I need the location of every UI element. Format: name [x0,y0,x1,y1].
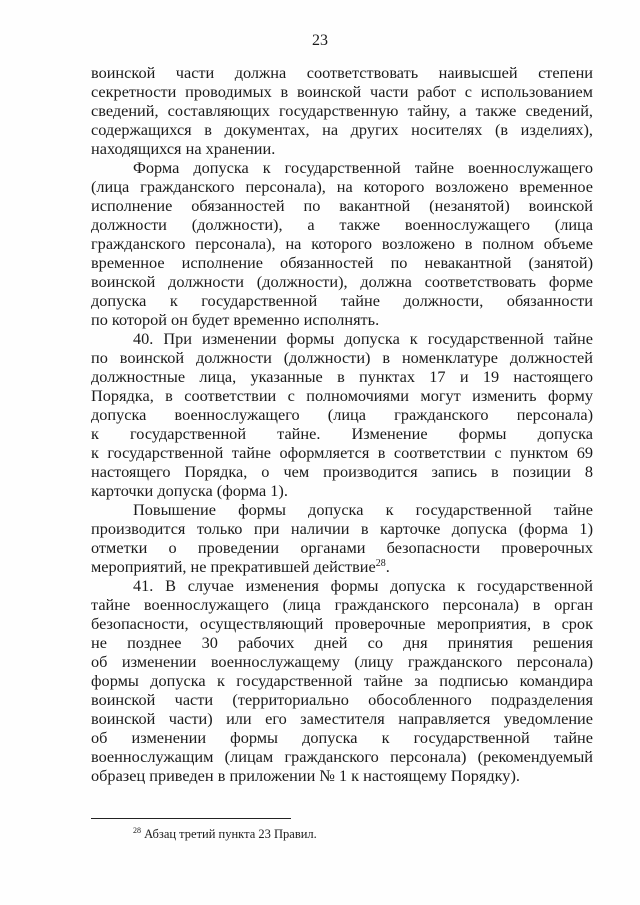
text-line: (лица гражданского персонала), на которого возложено временное [91,177,593,196]
body-text [91,63,593,785]
text-line: сведений, составляющих государственную тайну, а также сведений, [91,101,593,120]
text-line: временное исполнение обязанностей по невакантной (занятой) [91,253,593,272]
text-line: об изменении формы допуска к государственной тайне [91,728,593,747]
text-line: тайне военнослужащего (лица гражданского персонала) в орган [91,595,593,614]
text-line: должности (должности), а также военнослужащего (лица [91,215,593,234]
footnote-number: 28 [133,826,141,835]
text-line: производится только при наличии в карточке допуска (форма 1) [91,519,593,538]
text-line: Форма допуска к государственной тайне военнослужащего [133,158,593,177]
text-line: воинской части должна соответствовать наивысшей степени [91,63,593,82]
text-line: к государственной тайне оформляется в соответствии с пунктом 69 [91,443,593,462]
footnote [133,826,317,842]
text-line: находящихся на хранении. [91,139,276,158]
page-number: 23 [312,32,328,49]
text-line-with-footnote [91,557,593,576]
text-line: к государственной тайне. Изменение формы допуска [91,424,593,443]
text-line: исполнение обязанностей по вакантной (незанятой) воинской [91,196,593,215]
text-line: военнослужащим (лицам гражданского персонала) (рекомендуемый [91,747,593,766]
footnote-reference[interactable]: 28 [375,558,386,569]
text-line: гражданского персонала), на которого возложено в полном объеме [91,234,593,253]
text-line: воинской части (территориально обособленного подразделения [91,690,593,709]
text-line: допуска военнослужащего (лица гражданского персонала) [91,405,593,424]
text-line: Порядка, в соответствии с полномочиями могут изменить форму [91,386,593,405]
text-line: содержащихся в документах, на других носителях (в изделиях), [91,120,593,139]
text-line: воинской части) или его заместителя направляется уведомление [91,709,593,728]
text-line: 40. При изменении формы допуска к государственной тайне [133,329,593,348]
text-line: формы допуска к государственной тайне за подписью командира [91,671,593,690]
text-line: отметки о проведении органами безопасности проверочных [91,538,593,557]
text-line: воинской должности (должности), должна соответствовать форме [91,272,593,291]
text-line: по которой он будет временно исполнять. [91,310,380,329]
text-line: безопасности, осуществляющий проверочные мероприятия, в срок [91,614,593,633]
text-line: образец приведен в приложении № 1 к настоящему Порядку). [91,766,520,785]
text-line: карточки допуска (форма 1). [91,481,288,500]
text-line: об изменении военнослужащему (лицу гражданского персонала) [91,652,593,671]
text-line: секретности проводимых в воинской части работ с использованием [91,82,593,101]
sentence-period: . [385,557,390,576]
text-line: допуска к государственной тайне должности, обязанности [91,291,593,310]
text-line: настоящего Порядка, о чем производится запись в позиции 8 [91,462,593,481]
text-line: не позднее 30 рабочих дней со дня принятия решения [91,633,593,652]
text-line: должностные лица, указанные в пунктах 17 и 19 настоящего [91,367,593,386]
text-line: 41. В случае изменения формы допуска к государственной [133,576,593,595]
text-line: Повышение формы допуска к государственной тайне [133,500,593,519]
text-line: мероприятий, не прекратившей действие [91,557,376,576]
footnote-text: Абзац третий пункта 23 Правил. [141,827,317,841]
footnote-divider [91,818,291,819]
text-line: по воинской должности (должности) в номенклатуре должностей [91,348,593,367]
